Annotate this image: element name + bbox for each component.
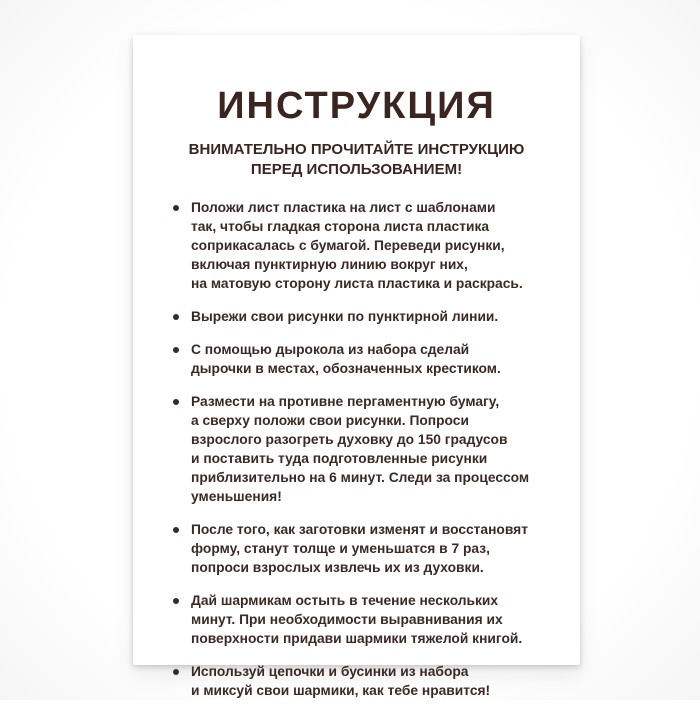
- instruction-line: Размести на противне пергаментную бумагу,: [191, 394, 500, 409]
- bullet-icon: [173, 205, 179, 211]
- instruction-line: форму, станут толще и уменьшатся в 7 раз,: [191, 541, 490, 556]
- instruction-list: [173, 198, 573, 714]
- instruction-line: попроси взрослых извлечь их из духовки.: [191, 560, 484, 575]
- instruction-line: и миксуй свои шармики, как тебе нравится!: [191, 683, 491, 698]
- instruction-sheet: [133, 35, 580, 698]
- instruction-line: уменьшения!: [191, 489, 282, 504]
- subtitle-line: ПЕРЕД ИСПОЛЬЗОВАНИЕМ!: [250, 161, 463, 178]
- bullet-icon: [173, 314, 179, 320]
- document-title: ИНСТРУКЦИЯ: [217, 85, 496, 127]
- bullet-icon: [173, 399, 179, 405]
- instruction-item: [173, 520, 573, 577]
- instruction-line: Используй цепочки и бусинки из набора: [191, 664, 469, 679]
- instruction-line: минут. При необходимости выравнивания их: [191, 612, 503, 627]
- instruction-line: приблизительно на 6 минут. Следи за процессом: [191, 470, 530, 485]
- instruction-line: соприкасалась с бумагой. Переведи рисунки,: [191, 238, 505, 253]
- instruction-line: взрослого разогреть духовку до 150 градусов: [191, 432, 508, 447]
- instruction-item: [173, 307, 573, 326]
- instruction-item: [173, 591, 573, 648]
- instruction-line: Дай шармикам остыть в течение нескольких: [191, 593, 499, 608]
- bullet-icon: [173, 669, 179, 675]
- instruction-line: дырочки в местах, обозначенных крестиком.: [191, 361, 501, 376]
- instruction-line: так, чтобы гладкая сторона листа пластика: [191, 219, 490, 234]
- instruction-item: [173, 392, 573, 506]
- document-subtitle: [133, 140, 580, 180]
- subtitle-line: ВНИМАТЕЛЬНО ПРОЧИТАЙТЕ ИНСТРУКЦИЮ: [188, 141, 525, 158]
- bullet-icon: [173, 527, 179, 533]
- instruction-line: Вырежи свои рисунки по пунктирной линии.: [191, 309, 499, 324]
- instruction-line: После того, как заготовки изменят и восстановят: [191, 522, 528, 537]
- bullet-icon: [173, 598, 179, 604]
- instruction-item: [173, 340, 573, 378]
- instruction-line: поверхности придави шармики тяжелой книгой.: [191, 631, 523, 646]
- instruction-line: а сверху положи свои рисунки. Попроси: [191, 413, 469, 428]
- instruction-line: Положи лист пластика на лист с шаблонами: [191, 200, 496, 215]
- instruction-line: включая пунктирную линию вокруг них,: [191, 257, 468, 272]
- instruction-item: [173, 662, 573, 700]
- instruction-line: на матовую сторону листа пластика и раскрась.: [191, 276, 523, 291]
- instruction-line: и поставить туда подготовленные рисунки: [191, 451, 488, 466]
- bullet-icon: [173, 347, 179, 353]
- instruction-line: С помощью дырокола из набора сделай: [191, 342, 470, 357]
- instruction-item: [173, 198, 573, 293]
